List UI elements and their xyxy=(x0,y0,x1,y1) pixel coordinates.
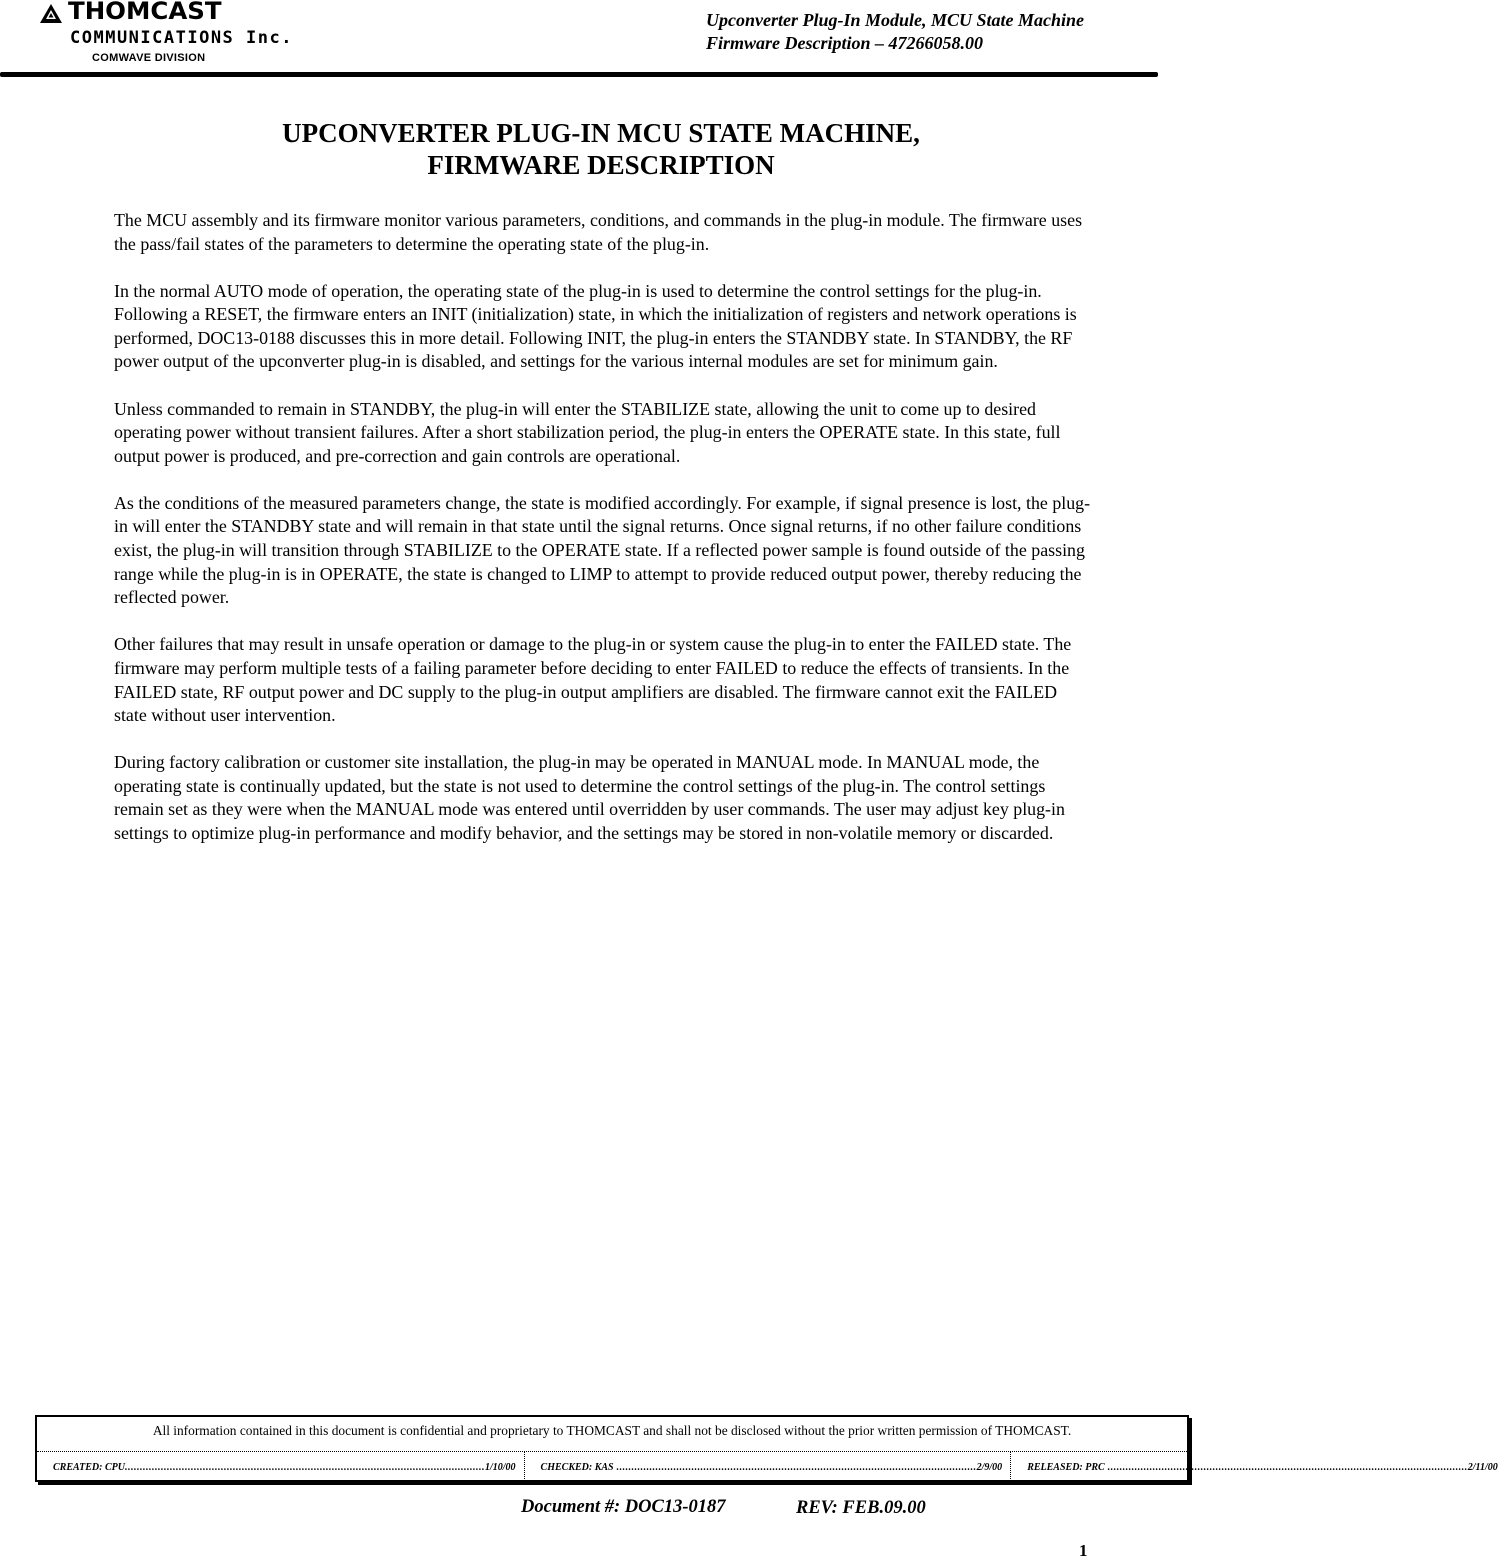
dot-leader: ........................................................................................................................ xyxy=(613,1462,977,1473)
released-cell xyxy=(1011,1452,1506,1483)
created-cell xyxy=(37,1452,525,1483)
logo-subtitle: COMMUNICATIONS Inc. xyxy=(70,28,293,48)
revision: REV: FEB.09.00 xyxy=(796,1498,926,1518)
logo-division: COMWAVE DIVISION xyxy=(92,52,206,64)
checked-date: 2/9/00 xyxy=(976,1462,1003,1473)
thomcast-triangle-logo-icon xyxy=(40,4,62,24)
created-label: CREATED: CPU xyxy=(53,1462,125,1473)
paragraph: Other failures that may result in unsafe operation or damage to the plug-in or system cause the plug-in to enter the FAILED state. The firmware may perform multiple tests of a failing parameter before deciding to enter FAILED to reduce the effects of transients. In the FAILED state, RF output power and DC supply to the plug-in output amplifiers are disabled. The firmware cannot exit the FAILED state without user intervention. xyxy=(114,634,1072,726)
body-text xyxy=(114,209,1094,869)
page-title xyxy=(0,117,1202,181)
logo-company-name: THOMCAST xyxy=(68,0,222,25)
page-title-line-1: UPCONVERTER PLUG-IN MCU STATE MACHINE, xyxy=(282,118,920,148)
released-date: 2/11/00 xyxy=(1467,1462,1498,1473)
footer-box xyxy=(35,1415,1498,1482)
checked-label: CHECKED: KAS xyxy=(540,1462,614,1473)
paragraph: The MCU assembly and its firmware monitor various parameters, conditions, and commands in the plug-in module. The firmware uses the pass/fail states of the parameters to determine the operating state of the plug-in. xyxy=(114,210,1083,254)
paragraph: As the conditions of the measured parameters change, the state is modified accordingly. For example, if signal presence is lost, the plug-in will enter the STANDBY state and will remain in that state until the signal returns. Once signal returns, if no other failure conditions exist, the plug-in will transition through STABILIZE to the OPERATE state. If a reflected power sample is found outside of the passing range while the plug-in is in OPERATE, the state is changed to LIMP to attempt to provide reduced output power, thereby reducing the reflected power. xyxy=(114,492,1091,608)
paragraph: Unless commanded to remain in STANDBY, the plug-in will enter the STABILIZE state, allowing the unit to come up to desired operating power without transient failures. After a short stabilization period, the plug-in enters the OPERATE state. In this state, full output power is produced, and pre-correction and gain controls are operational. xyxy=(114,398,1061,466)
header-title-line-2: Firmware Description – 47266058.00 xyxy=(706,33,984,53)
dot-leader: ........................................................................................................................ xyxy=(1104,1462,1468,1473)
dot-leader: ........................................................................................................................ xyxy=(124,1462,485,1473)
released-label: RELEASED: PRC xyxy=(1027,1462,1105,1473)
header-document-title xyxy=(706,9,1084,55)
paragraph: During factory calibration or customer site installation, the plug-in may be operated in MANUAL mode. In MANUAL mode, the operating state is continually updated, but the state is not used to determine the control settings of the plug-in. The control settings remain set as they were when the MANUAL mode was entered until overridden by user commands. The user may adjust key plug-in settings to optimize plug-in performance and modify behavior, and the settings may be stored in non-volatile memory or discarded. xyxy=(114,752,1065,843)
paragraph: In the normal AUTO mode of operation, the operating state of the plug-in is used to determine the control settings for the plug-in. Following a RESET, the firmware enters an INIT (initialization) state, in which the initialization of registers and network operations is performed, DOC13-0188 discusses this in more detail. Following INIT, the plug-in enters the STANDBY state. In STANDBY, the RF power output of the upconverter plug-in is disabled, and settings for the various internal modules are set for minimum gain. xyxy=(114,280,1077,372)
checked-cell xyxy=(525,1452,1012,1483)
confidentiality-notice: All information contained in this document is confidential and proprietary to THOMCAST and shall not be disclosed without the prior written permission of THOMCAST. xyxy=(152,1423,1072,1438)
document-number: Document #: DOC13-0187 xyxy=(521,1497,726,1517)
created-date: 1/10/00 xyxy=(484,1462,516,1473)
header-divider xyxy=(0,72,1158,77)
page-number: 1 xyxy=(1079,1541,1088,1560)
header-title-line-1: Upconverter Plug-In Module, MCU State Machine xyxy=(706,10,1085,30)
signoff-row xyxy=(37,1451,1498,1483)
company-logo xyxy=(38,0,338,70)
page-title-line-2: FIRMWARE DESCRIPTION xyxy=(427,150,775,180)
